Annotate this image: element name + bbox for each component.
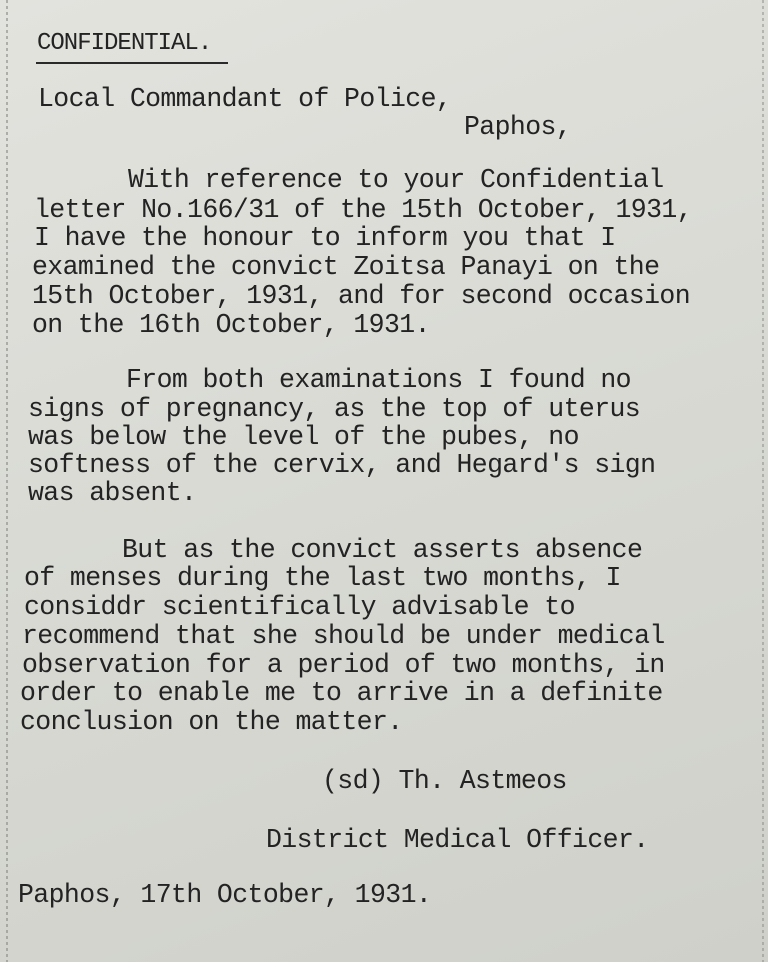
paragraph-3-line: considdr scientifically advisable to	[24, 592, 575, 622]
signatory-title: District Medical Officer.	[266, 825, 649, 855]
signature-line: (sd) Th. Astmeos	[322, 766, 567, 796]
paragraph-1-line: 15th October, 1931, and for second occasion	[32, 281, 691, 311]
paragraph-3-line: observation for a period of two months, in	[22, 650, 665, 680]
addressee-line-1: Local Commandant of Police,	[38, 84, 452, 114]
page-edge-left	[6, 0, 8, 962]
paragraph-2-line: From both examinations I found no	[126, 365, 631, 395]
paragraph-3-line: conclusion on the matter.	[20, 707, 403, 737]
paragraph-1-line: on the 16th October, 1931.	[32, 310, 430, 340]
paragraph-2-line: signs of pregnancy, as the top of uterus	[28, 394, 641, 424]
paragraph-2-line: was absent.	[28, 478, 197, 508]
paragraph-1-line: letter No.166/31 of the 15th October, 1931,	[34, 195, 693, 225]
place-and-date: Paphos, 17th October, 1931.	[18, 880, 432, 910]
paragraph-2-line: was below the level of the pubes, no	[28, 422, 579, 452]
paragraph-3-line: But as the convict asserts absence	[122, 535, 643, 565]
heading-underline	[36, 62, 228, 64]
paragraph-3-line: recommend that she should be under medical	[22, 621, 665, 651]
letter-heading: CONFIDENTIAL.	[37, 30, 212, 57]
page-edge-right	[762, 0, 764, 962]
addressee-line-2: Paphos,	[464, 112, 572, 142]
paragraph-3-line: order to enable me to arrive in a definite	[20, 678, 663, 708]
paragraph-1-line: With reference to your Confidential	[128, 165, 664, 195]
paragraph-2-line: softness of the cervix, and Hegard's sign	[28, 450, 656, 480]
paragraph-1-line: I have the honour to inform you that I	[34, 223, 616, 253]
paragraph-3-line: of menses during the last two months, I	[24, 563, 621, 593]
paragraph-1-line: examined the convict Zoitsa Panayi on the	[32, 252, 660, 282]
